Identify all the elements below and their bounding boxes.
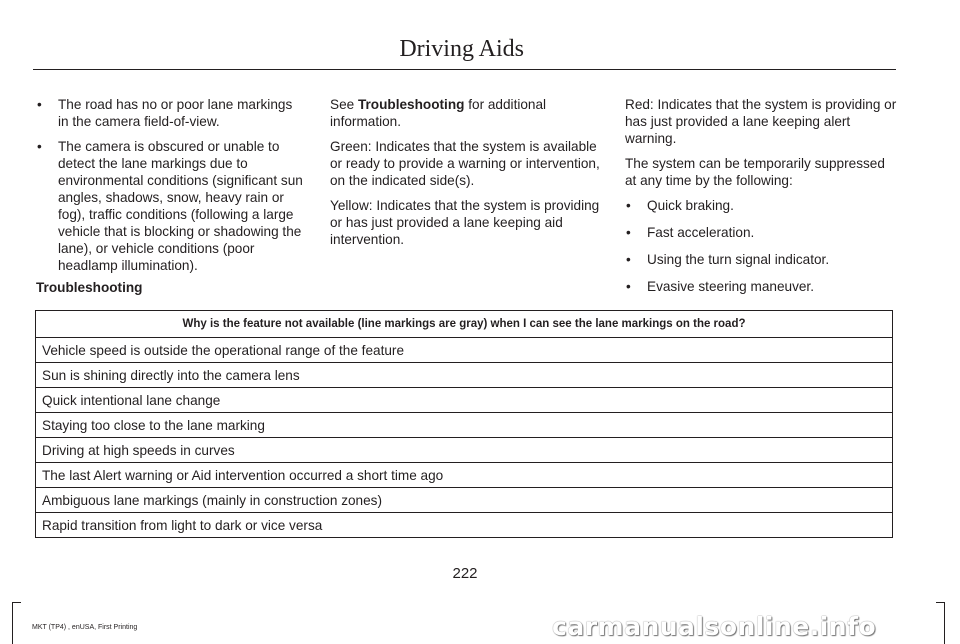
header-divider	[33, 69, 896, 70]
column-3	[625, 96, 897, 305]
list-item: • Quick braking.	[626, 198, 734, 213]
bullet-icon: •	[37, 97, 42, 112]
table-cell: Driving at high speeds in curves	[36, 438, 893, 463]
table-cell: Rapid transition from light to dark or vice versa	[36, 513, 893, 538]
troubleshooting-table	[35, 310, 893, 538]
suppression-list	[625, 197, 897, 295]
table-cell: Sun is shining directly into the camera lens	[36, 363, 893, 388]
table-row	[36, 463, 893, 488]
watermark-logo: carmanualsonline.info	[552, 612, 877, 641]
table-header: Why is the feature not available (line markings are gray) when I can see the lane markings on the road?	[36, 311, 893, 338]
bullet-icon: •	[626, 198, 631, 213]
print-footer: MKT (TP4) , enUSA, First Printing	[32, 624, 138, 631]
troubleshooting-reference: Troubleshooting	[357, 97, 465, 112]
column-1	[36, 96, 306, 282]
table-row	[36, 488, 893, 513]
bullet-icon: •	[626, 279, 631, 294]
table-row	[36, 338, 893, 363]
crop-mark-right	[936, 602, 945, 644]
table-row	[36, 513, 893, 538]
list-item: • The road has no or poor lane markings in the camera field-of-view.	[37, 97, 293, 129]
yellow-indicator-text: Yellow: Indicates that the system is providing or has just provided a lane keeping aid intervention.	[330, 198, 600, 247]
list-item: • Fast acceleration.	[626, 225, 755, 240]
bullet-icon: •	[37, 139, 42, 154]
table-cell: Quick intentional lane change	[36, 388, 893, 413]
suppression-intro: The system can be temporarily suppressed at any time by the following:	[625, 156, 885, 188]
green-indicator-text: Green: Indicates that the system is available or ready to provide a warning or intervention, on the indicated side(s).	[330, 139, 600, 188]
column-2	[330, 96, 602, 256]
table-row	[36, 413, 893, 438]
table-cell: Ambiguous lane markings (mainly in construction zones)	[36, 488, 893, 513]
table-row	[36, 363, 893, 388]
table-row	[36, 438, 893, 463]
table-row	[36, 388, 893, 413]
red-indicator-text: Red: Indicates that the system is providing or has just provided a lane keeping alert warning.	[625, 97, 897, 146]
bullet-icon: •	[626, 225, 631, 240]
page-title: Driving Aids	[399, 36, 524, 62]
troubleshooting-heading: Troubleshooting	[36, 280, 143, 295]
table-cell: Staying too close to the lane marking	[36, 413, 893, 438]
see-troubleshooting-paragraph: See Troubleshooting for additional information.	[330, 97, 547, 129]
page-number: 222	[452, 565, 478, 582]
list-item: • Using the turn signal indicator.	[626, 252, 830, 267]
table-cell: Vehicle speed is outside the operational range of the feature	[36, 338, 893, 363]
list-item: • Evasive steering maneuver.	[626, 279, 814, 294]
table-header-row	[36, 311, 893, 338]
list-item: • The camera is obscured or unable to detect the lane markings due to environmental conditions (significant sun angles, shadows, snow, heavy rain or fog), traffic conditions (following a large vehicle that is blocking or shadowing the lane), or vehicle conditions (poor headlamp illumination).	[37, 139, 303, 273]
condition-list	[36, 96, 306, 274]
crop-mark-left	[12, 602, 21, 644]
table-cell: The last Alert warning or Aid intervention occurred a short time ago	[36, 463, 893, 488]
bullet-icon: •	[626, 252, 631, 267]
